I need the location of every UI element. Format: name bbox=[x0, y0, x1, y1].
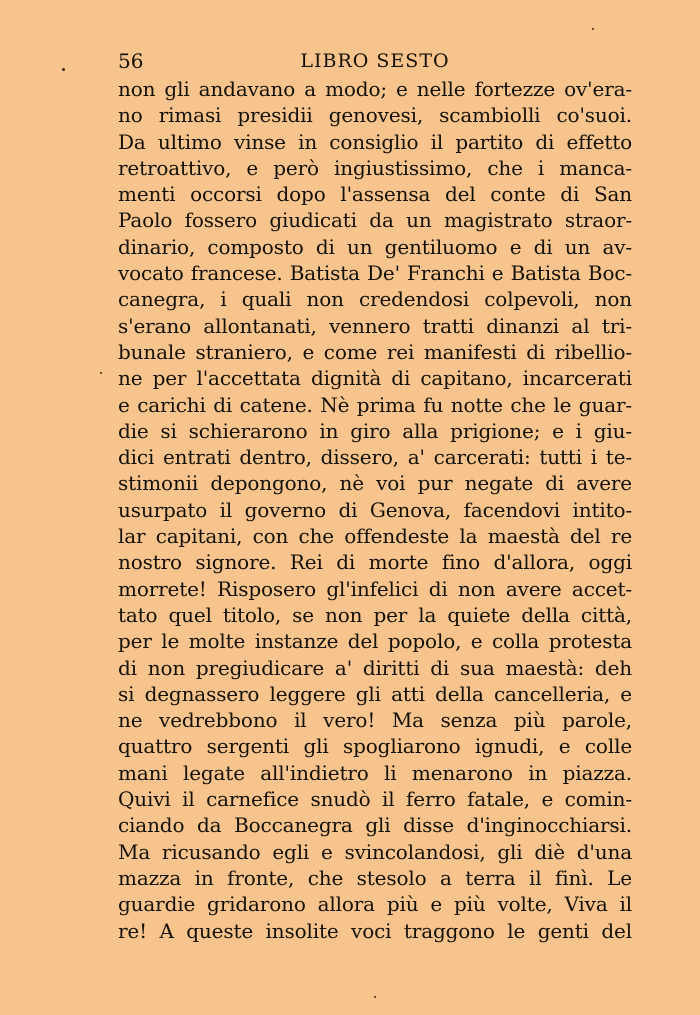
running-head: LIBRO SESTO bbox=[300, 50, 450, 72]
text-line: menti occorsi dopo l'assensa del conte di San bbox=[118, 182, 632, 207]
text-line: di non pregiudicare a' diritti di sua maestà: deh bbox=[118, 655, 632, 680]
paper-speck bbox=[100, 372, 102, 374]
text-line: bunale straniero, e come rei manifesti di ribellio- bbox=[118, 339, 632, 364]
text-line: die si schierarono in giro alla prigione; e i giu- bbox=[118, 418, 632, 443]
text-line: tato quel titolo, se non per la quiete della città, bbox=[118, 602, 632, 627]
text-line: no rimasi presidii genovesi, scambiolli co'suoi. bbox=[118, 103, 632, 128]
text-line: mazza in fronte, che stesolo a terra il finì. Le bbox=[118, 865, 632, 890]
text-line: per le molte instanze del popolo, e colla protesta bbox=[118, 629, 632, 654]
text-line: mani legate all'indietro li menarono in piazza. bbox=[118, 760, 632, 785]
text-line: dici entrati dentro, dissero, a' carcerati: tutti i te- bbox=[118, 445, 632, 470]
text-line: usurpato il governo di Genova, facendovi intito- bbox=[118, 497, 632, 522]
text-line: Quivi il carnefice snudò il ferro fatale, e comin- bbox=[118, 787, 632, 812]
paper-speck bbox=[62, 68, 65, 71]
paper-speck bbox=[592, 28, 594, 30]
page-number: 56 bbox=[118, 49, 144, 73]
text-line: ne vedrebbono il vero! Ma senza più parole, bbox=[118, 708, 632, 733]
text-line: re! A queste insolite voci traggono le genti del bbox=[118, 918, 632, 943]
text-line: quattro sergenti gli spogliarono ignudi, e colle bbox=[118, 734, 632, 759]
text-line: e carichi di catene. Nè prima fu notte che le guar- bbox=[118, 392, 632, 417]
text-line: morrete! Risposero gl'infelici di non avere accet- bbox=[118, 576, 632, 601]
body-text bbox=[118, 76, 632, 944]
page-header bbox=[118, 46, 632, 76]
text-line: ne per l'accettata dignità di capitano, incarcerati bbox=[118, 366, 632, 391]
text-line: si degnassero leggere gli atti della cancelleria, e bbox=[118, 681, 632, 706]
text-line: retroattivo, e però ingiustissimo, che i manca- bbox=[118, 155, 632, 180]
text-line: non gli andavano a modo; e nelle fortezze ov'era- bbox=[118, 77, 632, 101]
text-line: guardie gridarono allora più e più volte, Viva il bbox=[118, 892, 632, 917]
text-line: Da ultimo vinse in consiglio il partito di effetto bbox=[118, 129, 632, 154]
text-line: lar capitani, con che offendeste la maestà del re bbox=[118, 524, 632, 549]
text-line: s'erano allontanati, vennero tratti dinanzi al tri- bbox=[118, 313, 632, 338]
text-line: stimonii depongono, nè voi pur negate di avere bbox=[118, 471, 632, 496]
text-line: Ma ricusando egli e svincolandosi, gli diè d'una bbox=[118, 839, 632, 864]
text-line: Paolo fossero giudicati da un magistrato straor- bbox=[118, 208, 632, 233]
text-line: nostro signore. Rei di morte fino d'allora, oggi bbox=[118, 550, 632, 575]
paper-speck bbox=[374, 996, 376, 998]
text-line: vocato francese. Batista De' Franchi e Batista Boc- bbox=[118, 261, 632, 286]
text-line: dinario, composto di un gentiluomo e di un av- bbox=[118, 234, 632, 259]
text-line: ciando da Boccanegra gli disse d'inginocchiarsi. bbox=[118, 813, 632, 838]
text-line: canegra, i quali non credendosi colpevoli, non bbox=[118, 287, 632, 312]
